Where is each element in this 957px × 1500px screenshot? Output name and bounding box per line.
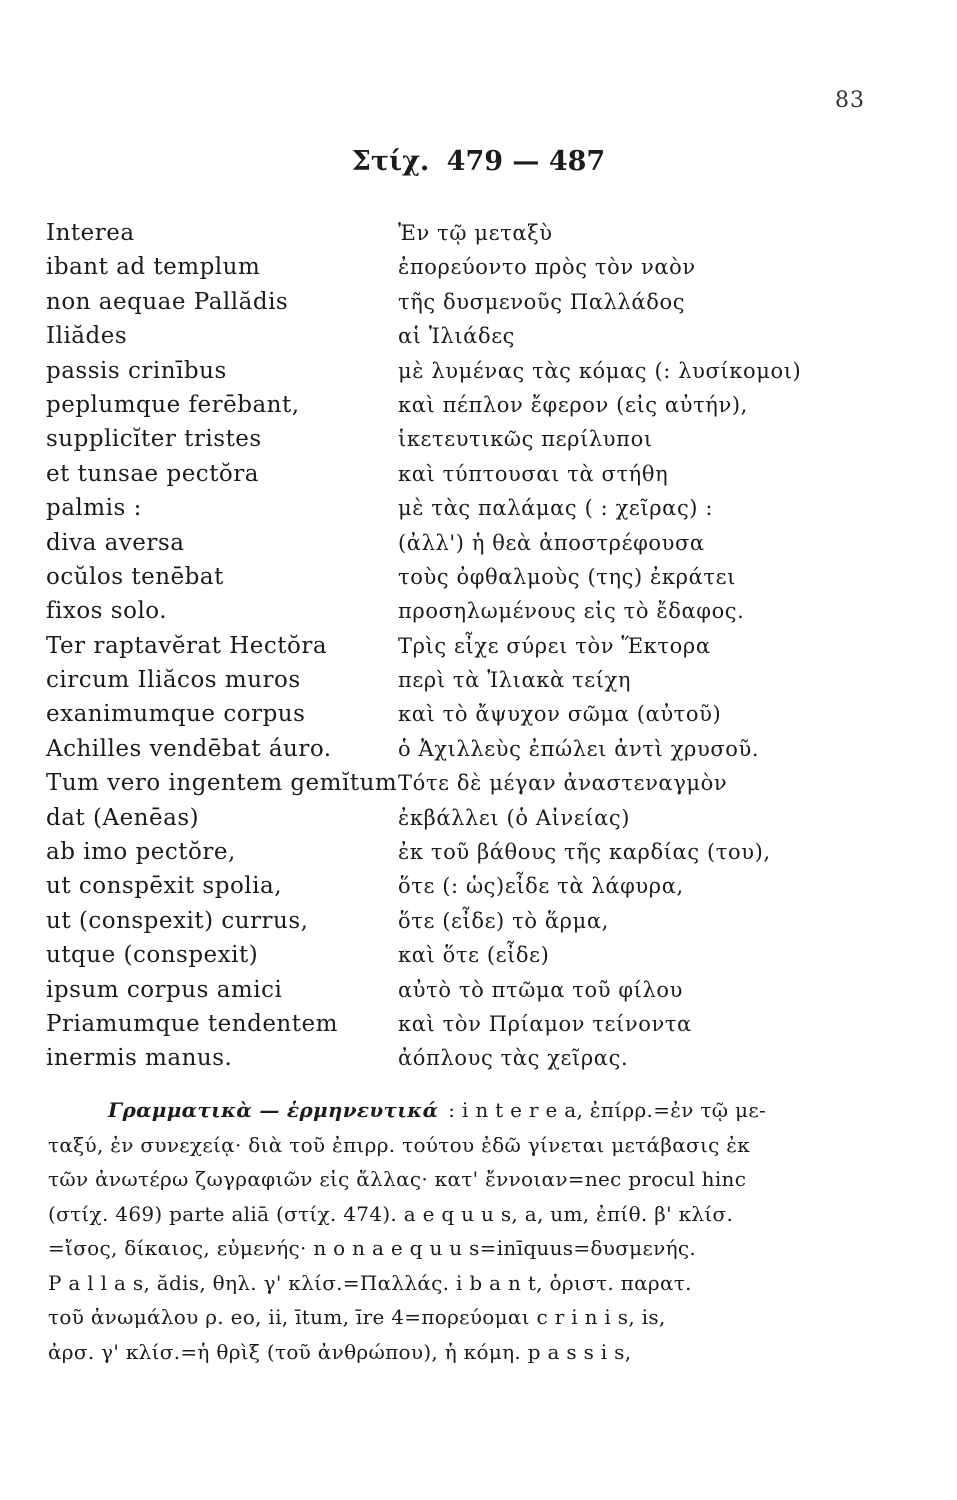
latin-line: Interea [46,220,135,246]
latin-line: Ter raptavĕrat Hectŏra [46,632,328,659]
commentary-line: τοῦ ἀνωμάλου ρ. eo, ii, ītum, īre 4=πορεύομαι c r i n i s, is, [48,1305,666,1329]
commentary-line: =ἴσος, δίκαιος, εὐμενής· n o n a e q u u s=inīquus=δυσμενής. [48,1236,697,1260]
commentary-line: : i n t e r e a, ἐπίρρ.=ἐν τῷ με- [448,1098,767,1122]
latin-line: peplumque ferēbant, [46,391,300,418]
latin-line: ab imo pectŏre, [46,839,236,866]
latin-line: ocŭlos tenēbat [46,563,224,590]
greek-line: προσηλωμένους εἰς τὸ ἔδαφος. [398,599,745,624]
greek-line: καὶ πέπλον ἔφερον (εἰς αὐτήν), [398,392,748,417]
page-number: 83 [835,88,865,113]
greek-line: ὅτε (εἶδε) τὸ ἅρμα, [398,908,609,933]
greek-line: (ἀλλ') ἡ θεὰ ἀποστρέφουσα [398,530,705,555]
greek-line: ὅτε (: ὡς)εἶδε τὰ λάφυρα, [398,874,684,899]
greek-line: καὶ τὸ ἄψυχον σῶμα (αὐτοῦ) [398,702,722,727]
greek-line: Τρὶς εἶχε σύρει τὸν Ἕκτορα [398,633,711,658]
greek-line: ἱκετευτικῶς περίλυποι [398,427,653,452]
latin-line: Iliădes [46,323,128,350]
latin-line: et tunsae pectŏra [46,460,259,487]
latin-line: ibant ad templum [46,254,261,281]
latin-line: diva aversa [46,529,185,556]
commentary-line: τῶν ἀνωτέρω ζωγραφιῶν εἰς ἄλλας· κατ' ἔννοιαν=nec procul hinc [48,1167,747,1191]
latin-line: non aequae Pallădis [46,288,289,315]
greek-line: τῆς δυσμενοῦς Παλλάδος [398,289,686,314]
latin-line: fixos solo. [46,598,168,625]
greek-line: ἐπορεύοντο πρὸς τὸν ναὸν [398,255,696,280]
greek-line: αἱ Ἰλιάδες [398,324,516,349]
commentary-line: ἀρσ. γ' κλίσ.=ἡ θρὶξ (τοῦ ἀνθρώπου), ἡ κόμη. p a s s i s, [48,1339,632,1364]
latin-line: passis crinībus [46,357,227,384]
greek-line: ἀόπλους τὰς χεῖρας. [398,1046,629,1071]
latin-line: ut conspēxit spolia, [46,873,283,900]
greek-line: Τότε δὲ μέγαν ἀναστεναγμὸν [398,771,728,796]
commentary-line: P a l l a s, ădis, θηλ. γ' κλίσ.=Παλλάς. i b a n t, ὁριστ. παρατ. [48,1270,692,1295]
commentary-line: ταξύ, ἐν συνεχείᾳ· διὰ τοῦ ἐπιρρ. τούτου ἐδῶ γίνεται μετάβασις ἐκ [48,1132,751,1157]
greek-line: περὶ τὰ Ἰλιακὰ τείχη [398,668,632,693]
latin-text-column [46,216,397,1076]
latin-line: dat (Aenēas) [46,804,200,831]
greek-line: καὶ τὸν Πρίαμον τείνοντα [398,1011,692,1036]
latin-line: palmis : [46,495,142,522]
latin-line: Achilles vendēbat áuro. [46,735,332,762]
latin-line: Tum vero ingentem gemĭtum [46,770,398,797]
page-heading [0,146,957,177]
greek-line: μὲ τὰς παλάμας ( : χεῖρας) : [398,496,714,521]
greek-line: καὶ ὅτε (εἶδε) [398,943,550,968]
commentary-line: (στίχ. 469) parte aliā (στίχ. 474). a e q u u s, a, um, ἐπίθ. β' κλίσ. [48,1201,734,1226]
greek-line: ὁ Ἀχιλλεὺς ἐπώλει ἀντὶ χρυσοῦ. [398,736,760,761]
commentary-first-line [48,1093,868,1128]
heading-range: 479 — 487 [446,146,606,177]
greek-line: Ἐν τῷ μεταξὺ [398,221,553,245]
heading-prefix: Στίχ. [351,146,430,177]
commentary-title: Γραμματικὰ — ἑρμηνευτικά [108,1098,439,1122]
latin-line: circum Iliăcos muros [46,667,301,694]
latin-line: ut (conspexit) currus, [46,907,309,934]
greek-line: αὐτὸ τὸ πτῶμα τοῦ φίλου [398,977,684,1002]
greek-line: ἐκ τοῦ βάθους τῆς καρδίας (του), [398,840,771,865]
latin-line: ipsum corpus amici [46,976,283,1003]
greek-line: μὲ λυμένας τὰς κόμας (: λυσίκομοι) [398,358,802,383]
latin-line: utque (conspexit) [46,942,259,969]
greek-line: ἐκβάλλει (ὁ Αἰνείας) [398,805,631,830]
latin-line: exanimumque corpus [46,701,306,728]
greek-line: τοὺς ὀφθαλμοὺς (της) ἐκράτει [398,564,736,589]
latin-line: inermis manus. [46,1045,233,1072]
latin-line: Priamumque tendentem [46,1010,338,1037]
greek-translation-column [398,216,801,1076]
latin-line: supplicĭter tristes [46,426,262,453]
grammar-commentary [48,1093,868,1369]
greek-line: καὶ τύπτουσαι τὰ στήθη [398,461,669,486]
